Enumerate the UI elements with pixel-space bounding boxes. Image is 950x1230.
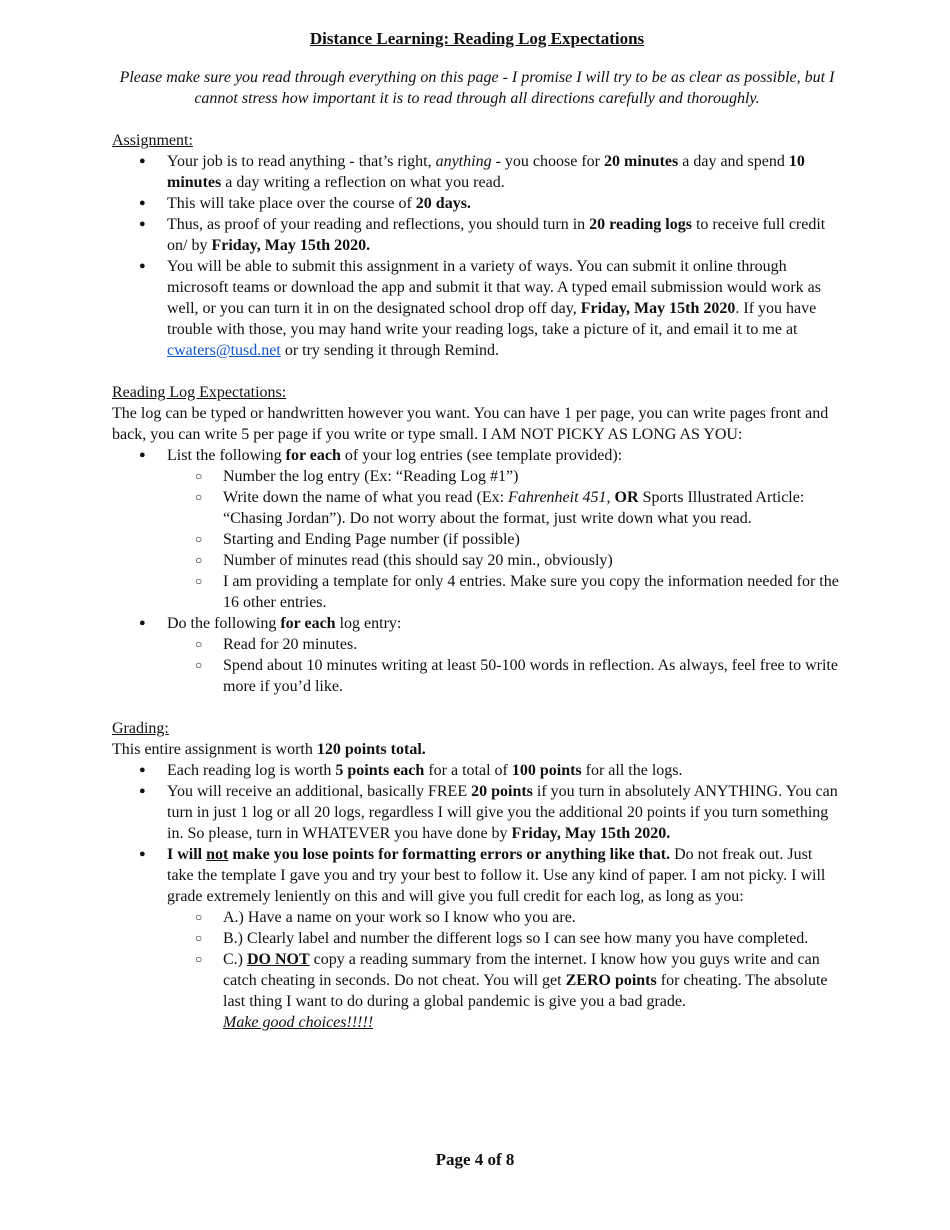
list-item: ● This will take place over the course of 20 days. xyxy=(167,193,842,214)
sub-list-item: ○ Number of minutes read (this should say 20 min., obviously) xyxy=(223,550,842,571)
document-page xyxy=(112,28,842,1033)
sub-list-item: ○ C.) DO NOT copy a reading summary from the internet. I know how you guys write and can catch cheating in seconds. Do not cheat. You will get ZERO points for cheating. The absolute last thing I want to do during a global pandemic is give you a bad grade. Make good choices!!!!! xyxy=(223,949,842,1033)
assignment-list xyxy=(112,151,842,361)
list-item: ● Thus, as proof of your reading and reflections, you should turn in 20 reading logs to receive full credit on/ by Friday, May 15th 2020. xyxy=(167,214,842,256)
email-link[interactable]: cwaters@tusd.net xyxy=(167,342,281,359)
sub-list xyxy=(167,466,842,613)
sub-list-item: ○ B.) Clearly label and number the different logs so I can see how many you have completed. xyxy=(223,928,842,949)
expectations-paragraph: The log can be typed or handwritten however you want. You can have 1 per page, you can write pages front and back, you can write 5 per page if you write or type small. I AM NOT PICKY AS LONG AS YOU: xyxy=(112,405,829,443)
list-item: ● Each reading log is worth 5 points each for a total of 100 points for all the logs. xyxy=(167,760,842,781)
list-item: ● List the following for each of your log entries (see template provided): ○ Number the log entry (Ex: “Reading Log #1”) ○ Write down the name of what you read (Ex: Fahrenheit 451, OR Sports Illustrated Article: “Chasing Jordan”). Do not worry about the format, just write down what you read. ○ Starting and Ending Page number (if possible) ○ Number of minutes read (this should say 20 min., obviously) ○ I am providing a template for only 4 entries. Make sure you copy the information needed for the 16 other entries. xyxy=(167,445,842,613)
sub-list-item: ○ Read for 20 minutes. xyxy=(223,634,842,655)
sub-list-item: ○ A.) Have a name on your work so I know who you are. xyxy=(223,907,842,928)
sub-list-item: ○ Starting and Ending Page number (if possible) xyxy=(223,529,842,550)
list-item: ● Your job is to read anything - that’s right, anything - you choose for 20 minutes a day and spend 10 minutes a day writing a reflection on what you read. xyxy=(167,151,842,193)
page-number: Page 4 of 8 xyxy=(435,1150,515,1169)
grading-list xyxy=(112,760,842,1033)
intro-paragraph: Please make sure you read through everything on this page - I promise I will try to be as clear as possible, but I cannot stress how important it is to read through all directions carefully and thoroughly. xyxy=(119,69,835,107)
expectations-heading: Reading Log Expectations: xyxy=(112,384,287,401)
sub-list-item: ○ I am providing a template for only 4 entries. Make sure you copy the information needed for the 16 other entries. xyxy=(223,571,842,613)
sub-list-item: ○ Spend about 10 minutes writing at least 50-100 words in reflection. As always, feel free to write more if you’d like. xyxy=(223,655,842,697)
sub-list xyxy=(167,634,842,697)
sub-list-item: ○ Number the log entry (Ex: “Reading Log #1”) xyxy=(223,466,842,487)
list-item: ● I will not make you lose points for formatting errors or anything like that. Do not freak out. Just take the template I gave you and try your best to follow it. Use any kind of paper. I am not picky. I will grade extremely leniently on this and will give you full credit for each log, as long as you: ○ A.) Have a name on your work so I know who you are. ○ B.) Clearly label and number the different logs so I can see how many you have completed. ○ C.) DO NOT copy a reading summary from the internet. I know how you guys write and can catch cheating in seconds. Do not cheat. You will get ZERO points for cheating. The absolute last thing I want to do during a global pandemic is give you a bad grade. Make good choices!!!!! xyxy=(167,844,842,1033)
sub-list xyxy=(167,907,842,1033)
closing-line: Make good choices!!!!! xyxy=(223,1014,374,1031)
assignment-heading: Assignment: xyxy=(112,132,193,149)
list-item: ● You will be able to submit this assignment in a variety of ways. You can submit it online through microsoft teams or download the app and submit it that way. A typed email submission would work as well, or you can turn it in on the designated school drop off day, Friday, May 15th 2020. If you have trouble with those, you may hand write your reading logs, take a picture of it, and email it to me at cwaters@tusd.net or try sending it through Remind. xyxy=(167,256,842,361)
grading-paragraph: This entire assignment is worth 120 points total. xyxy=(112,741,426,758)
expectations-list xyxy=(112,445,842,697)
page-title: Distance Learning: Reading Log Expectations xyxy=(309,29,645,48)
list-item: ● Do the following for each log entry: ○ Read for 20 minutes. ○ Spend about 10 minutes writing at least 50-100 words in reflection. As always, feel free to write more if you’d like. xyxy=(167,613,842,697)
grading-heading: Grading: xyxy=(112,720,169,737)
sub-list-item: ○ Write down the name of what you read (Ex: Fahrenheit 451, OR Sports Illustrated Article: “Chasing Jordan”). Do not worry about the format, just write down what you read. xyxy=(223,487,842,529)
list-item: ● You will receive an additional, basically FREE 20 points if you turn in absolutely ANYTHING. You can turn in just 1 log or all 20 logs, regardless I will give you the additional 20 points if you turn something in. So please, turn in WHATEVER you have done by Friday, May 15th 2020. xyxy=(167,781,842,844)
